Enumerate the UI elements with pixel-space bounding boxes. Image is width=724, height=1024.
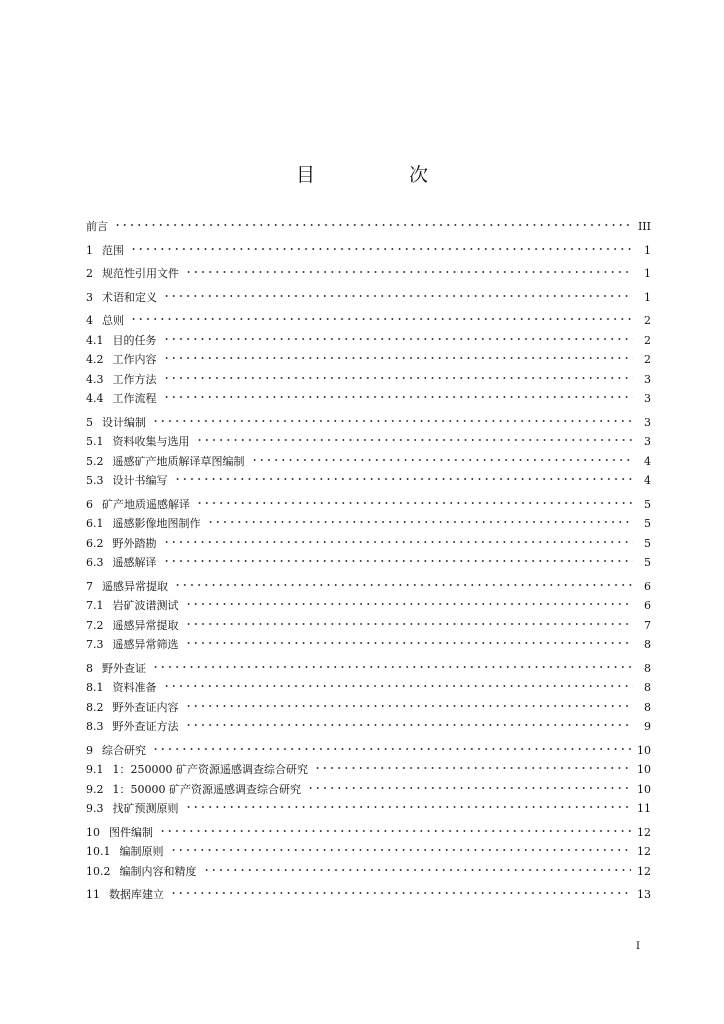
toc-section-entry[interactable]	[86, 471, 651, 491]
toc-entry-label: 遥感异常提取	[102, 579, 168, 593]
toc-dot-leader	[207, 514, 634, 524]
page-number: I	[636, 941, 640, 952]
toc-entry-page: 2	[644, 314, 651, 327]
toc-entry-label: 数据库建立	[109, 888, 164, 901]
toc-entry-page: 10	[637, 782, 651, 796]
toc-entry-number: 10	[86, 825, 100, 839]
toc-entry-number: 10.2	[86, 864, 111, 878]
toc-section-entry[interactable]	[86, 698, 651, 718]
toc-entry-label: 资料准备	[112, 681, 157, 694]
toc-dot-leader	[185, 717, 634, 727]
toc-entry-page: III	[637, 220, 651, 233]
toc-entry-page: 8	[644, 681, 651, 694]
toc-entry-label: 遥感异常提取	[112, 618, 179, 632]
toc-entry-number: 4.2	[86, 353, 104, 366]
toc-entry-number: 8.3	[86, 720, 104, 733]
toc-entry-number: 9.1	[86, 763, 104, 776]
toc-chapter-entry[interactable]	[86, 217, 651, 237]
toc-section-entry[interactable]	[86, 596, 651, 616]
toc-chapter-entry[interactable]	[86, 659, 651, 679]
toc-chapter-entry[interactable]	[86, 311, 651, 331]
toc-dot-leader	[163, 678, 634, 688]
toc-dot-leader	[196, 495, 633, 505]
toc-dot-leader	[163, 534, 634, 544]
toc-entry-page: 6	[644, 579, 651, 593]
toc-chapter-entry[interactable]	[86, 264, 651, 284]
toc-entry-number: 7.2	[86, 618, 104, 632]
toc-entry-label: 矿产地质遥感解译	[102, 497, 190, 511]
toc-entry-page: 8	[644, 700, 651, 714]
toc-chapter-entry[interactable]	[86, 577, 651, 597]
toc-entry-page: 12	[637, 864, 651, 878]
toc-entry-label: 野外查证	[102, 661, 146, 675]
toc-dot-leader	[170, 885, 631, 895]
toc-entry-label: 工作方法	[112, 372, 157, 386]
toc-dot-leader	[159, 823, 631, 833]
toc-entry-number: 8.2	[86, 700, 104, 714]
toc-entry-number: 4	[86, 314, 93, 327]
toc-section-entry[interactable]	[86, 514, 651, 534]
toc-entry-label: 资料收集与选用	[112, 435, 190, 448]
toc-entry-number: 6	[86, 497, 93, 511]
toc-dot-leader	[185, 264, 633, 274]
toc-dot-leader	[163, 389, 634, 399]
toc-entry-label: 遥感解译	[112, 556, 157, 569]
toc-chapter-entry[interactable]	[86, 288, 651, 308]
table-of-contents	[86, 217, 651, 905]
toc-entry-page: 3	[644, 435, 651, 448]
toc-section-entry[interactable]	[86, 452, 651, 472]
toc-entry-page: 3	[644, 415, 651, 429]
toc-entry-label: 1：250000 矿产资源遥感调查综合研究	[112, 763, 308, 776]
toc-entry-page: 1	[644, 267, 651, 280]
toc-entry-label: 设计书编写	[112, 474, 168, 487]
toc-entry-page: 1	[644, 290, 651, 304]
toc-section-entry[interactable]	[86, 432, 651, 452]
toc-dot-leader	[174, 471, 634, 481]
toc-section-entry[interactable]	[86, 553, 651, 573]
toc-entry-label: 岩矿波谱测试	[112, 599, 179, 612]
toc-dot-leader	[314, 760, 631, 770]
toc-entry-page: 3	[644, 372, 651, 386]
toc-entry-number: 6.1	[86, 517, 104, 530]
toc-dot-leader	[170, 842, 632, 852]
toc-entry-number: 2	[86, 267, 93, 280]
toc-entry-label: 总则	[102, 314, 124, 327]
toc-entry-label: 1：50000 矿产资源遥感调查综合研究	[112, 782, 301, 796]
toc-entry-page: 12	[637, 845, 651, 858]
toc-entry-page: 5	[644, 536, 651, 550]
toc-dot-leader	[163, 553, 634, 563]
toc-entry-label: 野外查证方法	[112, 720, 179, 733]
toc-entry-label: 野外查证内容	[112, 700, 179, 714]
toc-dot-leader	[185, 616, 634, 626]
toc-entry-page: 3	[644, 392, 651, 405]
toc-dot-leader	[251, 452, 634, 462]
toc-dot-leader	[152, 741, 631, 751]
toc-chapter-entry[interactable]	[86, 495, 651, 515]
toc-entry-page: 9	[644, 720, 651, 733]
toc-entry-label: 前言	[86, 220, 108, 233]
toc-dot-leader	[203, 862, 632, 872]
toc-entry-label: 综合研究	[102, 743, 146, 757]
toc-entry-number: 11	[86, 888, 100, 901]
toc-dot-leader	[163, 331, 634, 341]
toc-dot-leader	[185, 596, 634, 606]
toc-entry-number: 10.1	[86, 845, 111, 858]
toc-entry-page: 2	[644, 353, 651, 366]
toc-entry-page: 13	[637, 888, 651, 901]
toc-dot-leader	[174, 577, 633, 587]
toc-entry-number: 7.3	[86, 638, 104, 651]
toc-entry-page: 4	[644, 454, 651, 468]
toc-entry-page: 5	[644, 556, 651, 569]
toc-entry-label: 野外踏勘	[112, 536, 157, 550]
toc-entry-label: 目的任务	[112, 333, 157, 347]
toc-dot-leader	[185, 635, 634, 645]
toc-entry-number: 6.3	[86, 556, 104, 569]
toc-entry-number: 4.1	[86, 333, 104, 347]
toc-dot-leader	[152, 413, 633, 423]
toc-chapter-entry[interactable]	[86, 885, 651, 905]
toc-entry-page: 10	[637, 763, 651, 776]
toc-dot-leader	[307, 780, 631, 790]
toc-entry-number: 4.4	[86, 392, 104, 405]
toc-entry-label: 图件编制	[109, 825, 153, 839]
toc-entry-page: 7	[644, 618, 651, 632]
toc-section-entry[interactable]	[86, 350, 651, 370]
toc-entry-page: 5	[644, 517, 651, 530]
toc-chapter-entry[interactable]	[86, 823, 651, 843]
toc-entry-number: 5.1	[86, 435, 104, 448]
toc-dot-leader	[185, 698, 634, 708]
toc-entry-page: 4	[644, 474, 651, 487]
toc-chapter-entry[interactable]	[86, 741, 651, 761]
toc-entry-page: 12	[637, 825, 651, 839]
toc-entry-label: 工作内容	[112, 353, 157, 366]
toc-entry-page: 1	[644, 243, 651, 257]
toc-section-entry[interactable]	[86, 862, 651, 882]
toc-entry-page: 11	[637, 802, 651, 815]
toc-dot-leader	[130, 241, 633, 251]
toc-entry-number: 8.1	[86, 681, 104, 694]
toc-entry-label: 找矿预测原则	[112, 802, 179, 815]
toc-dot-leader	[185, 799, 632, 809]
toc-entry-page: 10	[637, 743, 651, 757]
toc-entry-number: 4.3	[86, 372, 104, 386]
toc-entry-number: 3	[86, 290, 93, 304]
toc-entry-number: 8	[86, 661, 93, 675]
toc-entry-label: 术语和定义	[102, 290, 157, 304]
toc-section-entry[interactable]	[86, 370, 651, 390]
toc-entry-page: 5	[644, 497, 651, 511]
toc-entry-number: 6.2	[86, 536, 104, 550]
toc-dot-leader	[163, 370, 634, 380]
toc-entry-number: 5.2	[86, 454, 104, 468]
toc-dot-leader	[114, 217, 632, 227]
toc-dot-leader	[163, 288, 633, 298]
toc-dot-leader	[196, 432, 634, 442]
toc-section-entry[interactable]	[86, 780, 651, 800]
toc-entry-page: 6	[644, 599, 651, 612]
page-title: 目 次	[295, 164, 473, 186]
toc-entry-page: 2	[644, 333, 651, 347]
toc-entry-number: 9.3	[86, 802, 104, 815]
toc-section-entry[interactable]	[86, 389, 651, 409]
toc-entry-label: 设计编制	[102, 415, 146, 429]
toc-entry-page: 8	[644, 661, 651, 675]
toc-entry-number: 5	[86, 415, 93, 429]
toc-dot-leader	[163, 350, 634, 360]
toc-section-entry[interactable]	[86, 842, 651, 862]
toc-entry-label: 遥感异常筛选	[112, 638, 179, 651]
toc-dot-leader	[130, 311, 633, 321]
toc-entry-number: 9	[86, 743, 93, 757]
toc-entry-number: 7.1	[86, 599, 104, 612]
toc-section-entry[interactable]	[86, 534, 651, 554]
toc-section-entry[interactable]	[86, 635, 651, 655]
toc-chapter-entry[interactable]	[86, 413, 651, 433]
toc-entry-label: 规范性引用文件	[102, 267, 179, 280]
toc-dot-leader	[152, 659, 633, 669]
toc-entry-label: 遥感矿产地质解译草图编制	[112, 454, 245, 468]
toc-entry-label: 编制原则	[119, 845, 164, 858]
toc-section-entry[interactable]	[86, 678, 651, 698]
toc-entry-label: 范围	[102, 243, 124, 257]
toc-section-entry[interactable]	[86, 331, 651, 351]
toc-entry-label: 工作流程	[112, 392, 157, 405]
toc-entry-number: 5.3	[86, 474, 104, 487]
toc-entry-page: 8	[644, 638, 651, 651]
toc-section-entry[interactable]	[86, 799, 651, 819]
toc-entry-label: 遥感影像地图制作	[112, 517, 201, 530]
toc-entry-number: 7	[86, 579, 93, 593]
toc-chapter-entry[interactable]	[86, 241, 651, 261]
toc-entry-number: 9.2	[86, 782, 104, 796]
toc-section-entry[interactable]	[86, 616, 651, 636]
toc-entry-label: 编制内容和精度	[119, 864, 197, 878]
toc-section-entry[interactable]	[86, 760, 651, 780]
toc-section-entry[interactable]	[86, 717, 651, 737]
toc-entry-number: 1	[86, 243, 93, 257]
